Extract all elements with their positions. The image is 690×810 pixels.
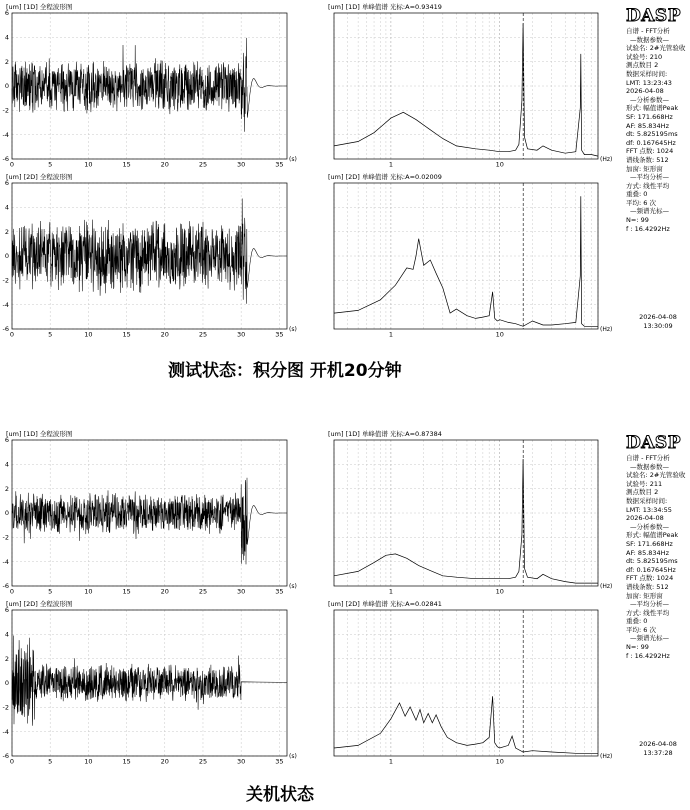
chart-title: [um] [2D] 全程波形图	[6, 600, 73, 608]
tick-labels	[389, 588, 504, 596]
info-row: 加窗: 矩形窗	[626, 591, 663, 600]
info-row: 试验名: 2#光管验收	[626, 44, 686, 53]
tick-labels	[389, 161, 504, 169]
info-section-heading: —分析参数—	[630, 522, 669, 531]
info-panel-s1	[626, 6, 690, 233]
info-section-heading: —平均分析—	[630, 173, 669, 182]
x-tick-label: 30	[237, 587, 246, 596]
y-tick-label: -4	[2, 727, 9, 736]
caption-s2: 关机状态	[246, 785, 314, 805]
info-row: 形式: 幅值谱Peak	[626, 531, 679, 540]
y-tick-label: 4	[4, 33, 9, 42]
info-panel-s2	[626, 433, 690, 660]
dasp-logo: DASP	[626, 6, 681, 26]
spectrum-line	[334, 696, 598, 753]
grid	[334, 13, 598, 159]
info-row: 自谱 - FFT分析	[626, 27, 670, 35]
info-section-heading: —数据参数—	[630, 35, 669, 44]
x-tick-label: 25	[198, 160, 208, 169]
y-tick-label: -2	[2, 276, 9, 285]
x-axis-unit: (s)	[289, 753, 297, 760]
x-tick-label: 15	[122, 330, 131, 339]
info-section-heading: —频谱光标—	[630, 207, 669, 216]
x-tick-label: 5	[48, 330, 53, 339]
y-tick-label: 2	[4, 227, 9, 236]
x-tick-label: 35	[275, 330, 284, 339]
chart-s1-wave1	[0, 0, 305, 170]
x-tick-label: 10	[84, 160, 93, 169]
info-rows-s2	[626, 454, 690, 660]
x-tick-label: 1	[388, 160, 393, 169]
chart-title: [um] [2D] 全程波形图	[6, 173, 73, 181]
waveform-line	[12, 478, 287, 565]
info-row: 重叠: 0	[626, 617, 648, 626]
x-tick-label: 30	[237, 160, 246, 169]
y-tick-label: 2	[4, 654, 9, 663]
x-tick-label: 35	[275, 757, 284, 766]
y-tick-label: 4	[4, 203, 9, 212]
x-tick-label: 15	[122, 587, 131, 596]
x-tick-label: 0	[9, 587, 15, 596]
grid	[334, 440, 598, 586]
info-row: 重叠: 0	[626, 190, 648, 199]
waveform-line	[12, 199, 287, 304]
y-tick-label: 4	[4, 460, 9, 469]
chart-title: [um] [1D] 全程波形图	[6, 430, 73, 438]
x-tick-label: 10	[495, 757, 504, 766]
x-tick-label: 30	[237, 757, 246, 766]
x-tick-label: 35	[275, 587, 284, 596]
chart-title: [um] [1D] 单峰值谱 光标:A=0.87384	[328, 430, 442, 438]
x-tick-label: 10	[84, 587, 93, 596]
y-tick-label: 2	[4, 484, 9, 493]
timestamp-date: 2026-04-08	[639, 740, 677, 748]
x-tick-label: 5	[48, 757, 53, 766]
info-row: FFT 点数: 1024	[626, 574, 674, 583]
info-row: dt: 5.825195ms	[626, 130, 678, 139]
info-row: 测点数目 2	[626, 488, 659, 497]
dasp-logo: DASP	[626, 433, 681, 453]
y-tick-label: -6	[2, 155, 9, 164]
x-tick-label: 1	[388, 587, 393, 596]
x-tick-label: 10	[495, 330, 504, 339]
y-tick-label: -6	[2, 582, 9, 591]
x-tick-label: 25	[198, 587, 208, 596]
x-tick-label: 25	[198, 330, 208, 339]
x-tick-label: 15	[122, 160, 131, 169]
tick-labels	[389, 331, 504, 339]
x-tick-label: 20	[160, 160, 169, 169]
timestamp-time: 13:30:09	[643, 321, 673, 330]
chart-s2-wave2	[0, 597, 305, 767]
x-tick-label: 10	[84, 330, 93, 339]
info-row: 2026-04-08	[626, 87, 664, 96]
x-tick-label: 25	[198, 757, 208, 766]
info-row: N=: 99	[626, 216, 649, 225]
info-row: 方式: 线性平均	[626, 181, 670, 190]
timestamp-date: 2026-04-08	[639, 313, 677, 321]
x-axis-unit: (Hz)	[600, 326, 613, 333]
grid	[334, 183, 598, 329]
waveform-line	[12, 636, 287, 726]
chart-s2-wave1	[0, 427, 305, 597]
info-row: 2026-04-08	[626, 514, 664, 523]
x-tick-label: 30	[237, 330, 246, 339]
x-tick-label: 0	[9, 330, 15, 339]
y-tick-label: -4	[2, 130, 9, 139]
chart-title: [um] [2D] 单峰值谱 光标:A=0.02841	[328, 600, 442, 608]
info-row: SF: 171.668Hz	[626, 112, 673, 121]
y-tick-label: 6	[4, 606, 9, 615]
spectrum-line	[334, 23, 598, 156]
y-tick-label: 0	[4, 679, 9, 688]
x-tick-label: 5	[48, 160, 53, 169]
y-tick-label: -2	[2, 703, 9, 712]
info-row: f : 16.4292Hz	[626, 224, 670, 233]
caption-s1: 测试状态：积分图 开机20分钟	[168, 361, 402, 381]
chart-s1-fft2	[310, 170, 628, 340]
x-tick-label: 10	[495, 587, 504, 596]
x-axis-unit: (s)	[289, 156, 297, 163]
x-tick-label: 10	[84, 757, 93, 766]
info-row: LMT: 13:23:43	[626, 78, 672, 87]
x-tick-label: 1	[388, 330, 393, 339]
info-section-heading: —频谱光标—	[630, 634, 669, 643]
info-row: N=: 99	[626, 643, 649, 652]
x-axis-unit: (Hz)	[600, 753, 613, 760]
info-row: 数据采样时间:	[626, 496, 668, 505]
x-tick-label: 10	[495, 160, 504, 169]
info-row: 平均: 6 次	[626, 198, 656, 207]
y-tick-label: 0	[4, 252, 9, 261]
y-tick-label: 6	[4, 179, 9, 188]
timestamp-s1	[628, 313, 688, 330]
x-tick-label: 35	[275, 160, 284, 169]
info-section-heading: —分析参数—	[630, 95, 669, 104]
spectrum-line	[334, 459, 598, 583]
chart-title: [um] [1D] 单峰值谱 光标:A=0.93419	[328, 3, 442, 11]
waveform-line	[12, 38, 287, 132]
timestamp-s2	[628, 740, 688, 757]
x-tick-label: 15	[122, 757, 131, 766]
y-tick-label: 0	[4, 509, 9, 518]
y-tick-label: -2	[2, 533, 9, 542]
x-tick-label: 5	[48, 587, 53, 596]
info-row: 形式: 幅值谱Peak	[626, 104, 679, 113]
timestamp-time: 13:37:28	[643, 748, 673, 757]
chart-s2-fft1	[310, 427, 628, 597]
x-axis-unit: (s)	[289, 326, 297, 333]
chart-title: [um] [2D] 单峰值谱 光标:A=0.02009	[328, 173, 442, 181]
info-section-heading: —平均分析—	[630, 600, 669, 609]
info-row: 试验号: 210	[626, 52, 663, 61]
tick-labels	[389, 758, 504, 766]
info-row: 数据采样时间:	[626, 69, 668, 78]
y-tick-label: 0	[4, 82, 9, 91]
info-row: AF: 85.834Hz	[626, 121, 669, 130]
x-tick-label: 0	[9, 160, 15, 169]
info-row: 自谱 - FFT分析	[626, 454, 670, 462]
y-tick-label: -4	[2, 300, 9, 309]
info-row: df: 0.167645Hz	[626, 138, 676, 147]
info-section-heading: —数据参数—	[630, 462, 669, 471]
y-tick-label: 2	[4, 57, 9, 66]
info-row: dt: 5.825195ms	[626, 557, 678, 566]
info-row: 谱线条数: 512	[626, 582, 669, 591]
info-row: 方式: 线性平均	[626, 608, 670, 617]
y-tick-label: 6	[4, 9, 9, 18]
info-row: f : 16.4292Hz	[626, 651, 670, 660]
spectrum-line	[334, 196, 598, 326]
x-axis-unit: (Hz)	[600, 583, 613, 590]
info-row: AF: 85.834Hz	[626, 548, 669, 557]
chart-s1-fft1	[310, 0, 628, 170]
x-tick-label: 0	[9, 757, 15, 766]
grid	[334, 610, 598, 756]
x-tick-label: 1	[388, 757, 393, 766]
info-row: 试验名: 2#光管验收	[626, 471, 686, 480]
info-rows-s1	[626, 27, 690, 233]
info-row: 试验号: 211	[626, 479, 663, 488]
info-row: 测点数目 2	[626, 61, 659, 70]
info-row: 平均: 6 次	[626, 625, 656, 634]
x-tick-label: 20	[160, 757, 169, 766]
info-row: df: 0.167645Hz	[626, 565, 676, 574]
x-axis-unit: (s)	[289, 583, 297, 590]
chart-title: [um] [1D] 全程波形图	[6, 3, 73, 11]
info-row: 加窗: 矩形窗	[626, 164, 663, 173]
info-row: LMT: 13:34:55	[626, 505, 672, 514]
chart-s1-wave2	[0, 170, 305, 340]
y-tick-label: -2	[2, 106, 9, 115]
info-row: SF: 171.668Hz	[626, 539, 673, 548]
chart-s2-fft2	[310, 597, 628, 767]
y-tick-label: 6	[4, 436, 9, 445]
y-tick-label: -6	[2, 325, 9, 334]
y-tick-label: 4	[4, 630, 9, 639]
y-tick-label: -6	[2, 752, 9, 761]
x-axis-unit: (Hz)	[600, 156, 613, 163]
x-tick-label: 20	[160, 330, 169, 339]
info-row: FFT 点数: 1024	[626, 147, 674, 156]
y-tick-label: -4	[2, 557, 9, 566]
x-tick-label: 20	[160, 587, 169, 596]
info-row: 谱线条数: 512	[626, 155, 669, 164]
